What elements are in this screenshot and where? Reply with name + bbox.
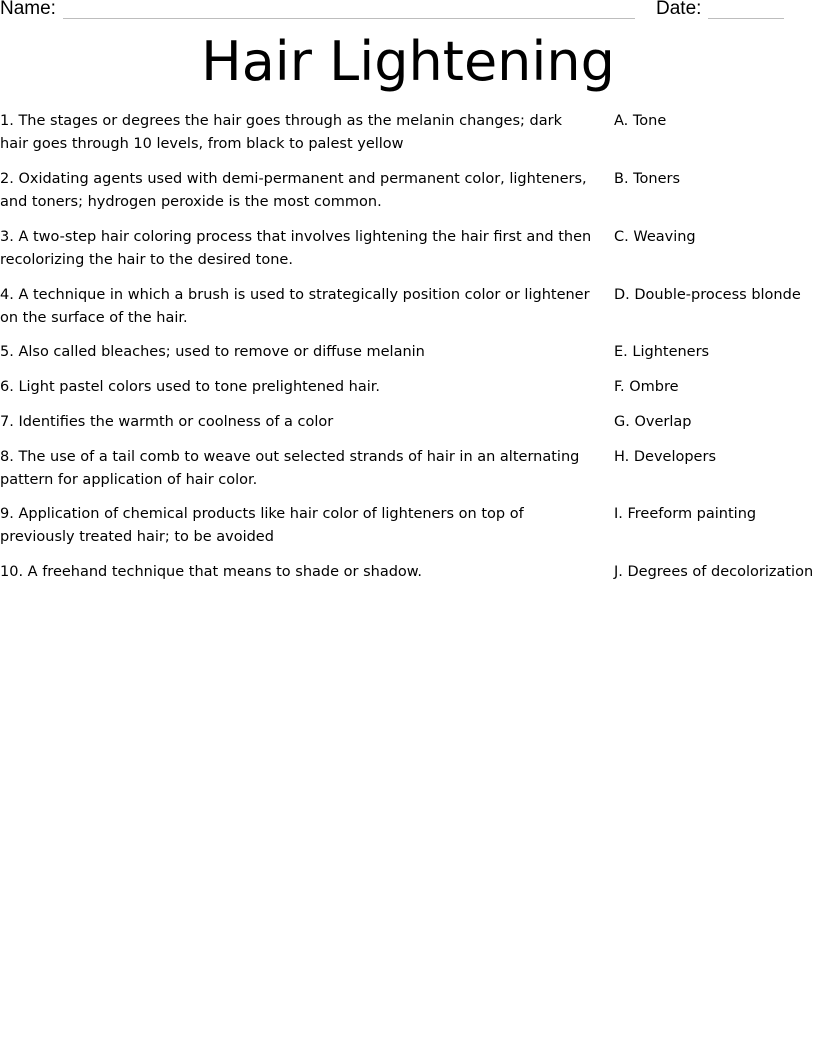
- name-blank-line: [63, 18, 635, 19]
- matching-row: [0, 411, 816, 446]
- answer-option: E. Lighteners: [614, 344, 710, 360]
- answer-option: B. Toners: [614, 171, 681, 187]
- date-label: Date:: [656, 0, 702, 19]
- date-blank-line: [708, 18, 784, 19]
- matching-row: [0, 226, 816, 284]
- clue-text: 8. The use of a tail comb to weave out selected strands of hair in an alternating pattern for application of hair color.: [0, 449, 580, 488]
- matching-row: [0, 341, 816, 376]
- clue-text: 1. The stages or degrees the hair goes through as the melanin changes; dark hair goes through 10 levels, from black to palest yellow: [0, 113, 562, 152]
- clue-text: 7. Identifies the warmth or coolness of a color: [0, 414, 334, 430]
- answer-option: J. Degrees of decolorization: [614, 564, 814, 580]
- answer-option: A. Tone: [614, 113, 667, 129]
- clue-text: 10. A freehand technique that means to shade or shadow.: [0, 564, 422, 580]
- answer-option: C. Weaving: [614, 229, 696, 245]
- matching-row: [0, 446, 816, 503]
- clue-text: 9. Application of chemical products like hair color of lighteners on top of previously treated hair; to be avoided: [0, 506, 524, 545]
- matching-row: [0, 168, 816, 226]
- clue-text: 5. Also called bleaches; used to remove or diffuse melanin: [0, 344, 425, 360]
- clue-text: 4. A technique in which a brush is used to strategically position color or lightener on the surface of the hair.: [0, 287, 590, 326]
- answer-option: D. Double-process blonde: [614, 287, 801, 303]
- matching-list: [0, 110, 816, 596]
- clue-text: 6. Light pastel colors used to tone prelightened hair.: [0, 379, 381, 395]
- clue-text: 2. Oxidating agents used with demi-permanent and permanent color, lighteners, and toners; hydrogen peroxide is the most common.: [0, 171, 587, 210]
- name-label: Name:: [0, 0, 56, 19]
- answer-option: G. Overlap: [614, 414, 692, 430]
- matching-row: [0, 503, 816, 561]
- clue-text: 3. A two-step hair coloring process that involves lightening the hair first and then recolorizing the hair to the desired tone.: [0, 229, 592, 268]
- matching-row: [0, 284, 816, 341]
- answer-option: F. Ombre: [614, 379, 679, 395]
- worksheet-header: [0, 0, 816, 24]
- matching-row: [0, 561, 816, 596]
- matching-row: [0, 110, 816, 168]
- page-title: Hair Lightening: [201, 30, 615, 93]
- answer-option: H. Developers: [614, 449, 716, 465]
- matching-row: [0, 376, 816, 411]
- answer-option: I. Freeform painting: [614, 506, 757, 522]
